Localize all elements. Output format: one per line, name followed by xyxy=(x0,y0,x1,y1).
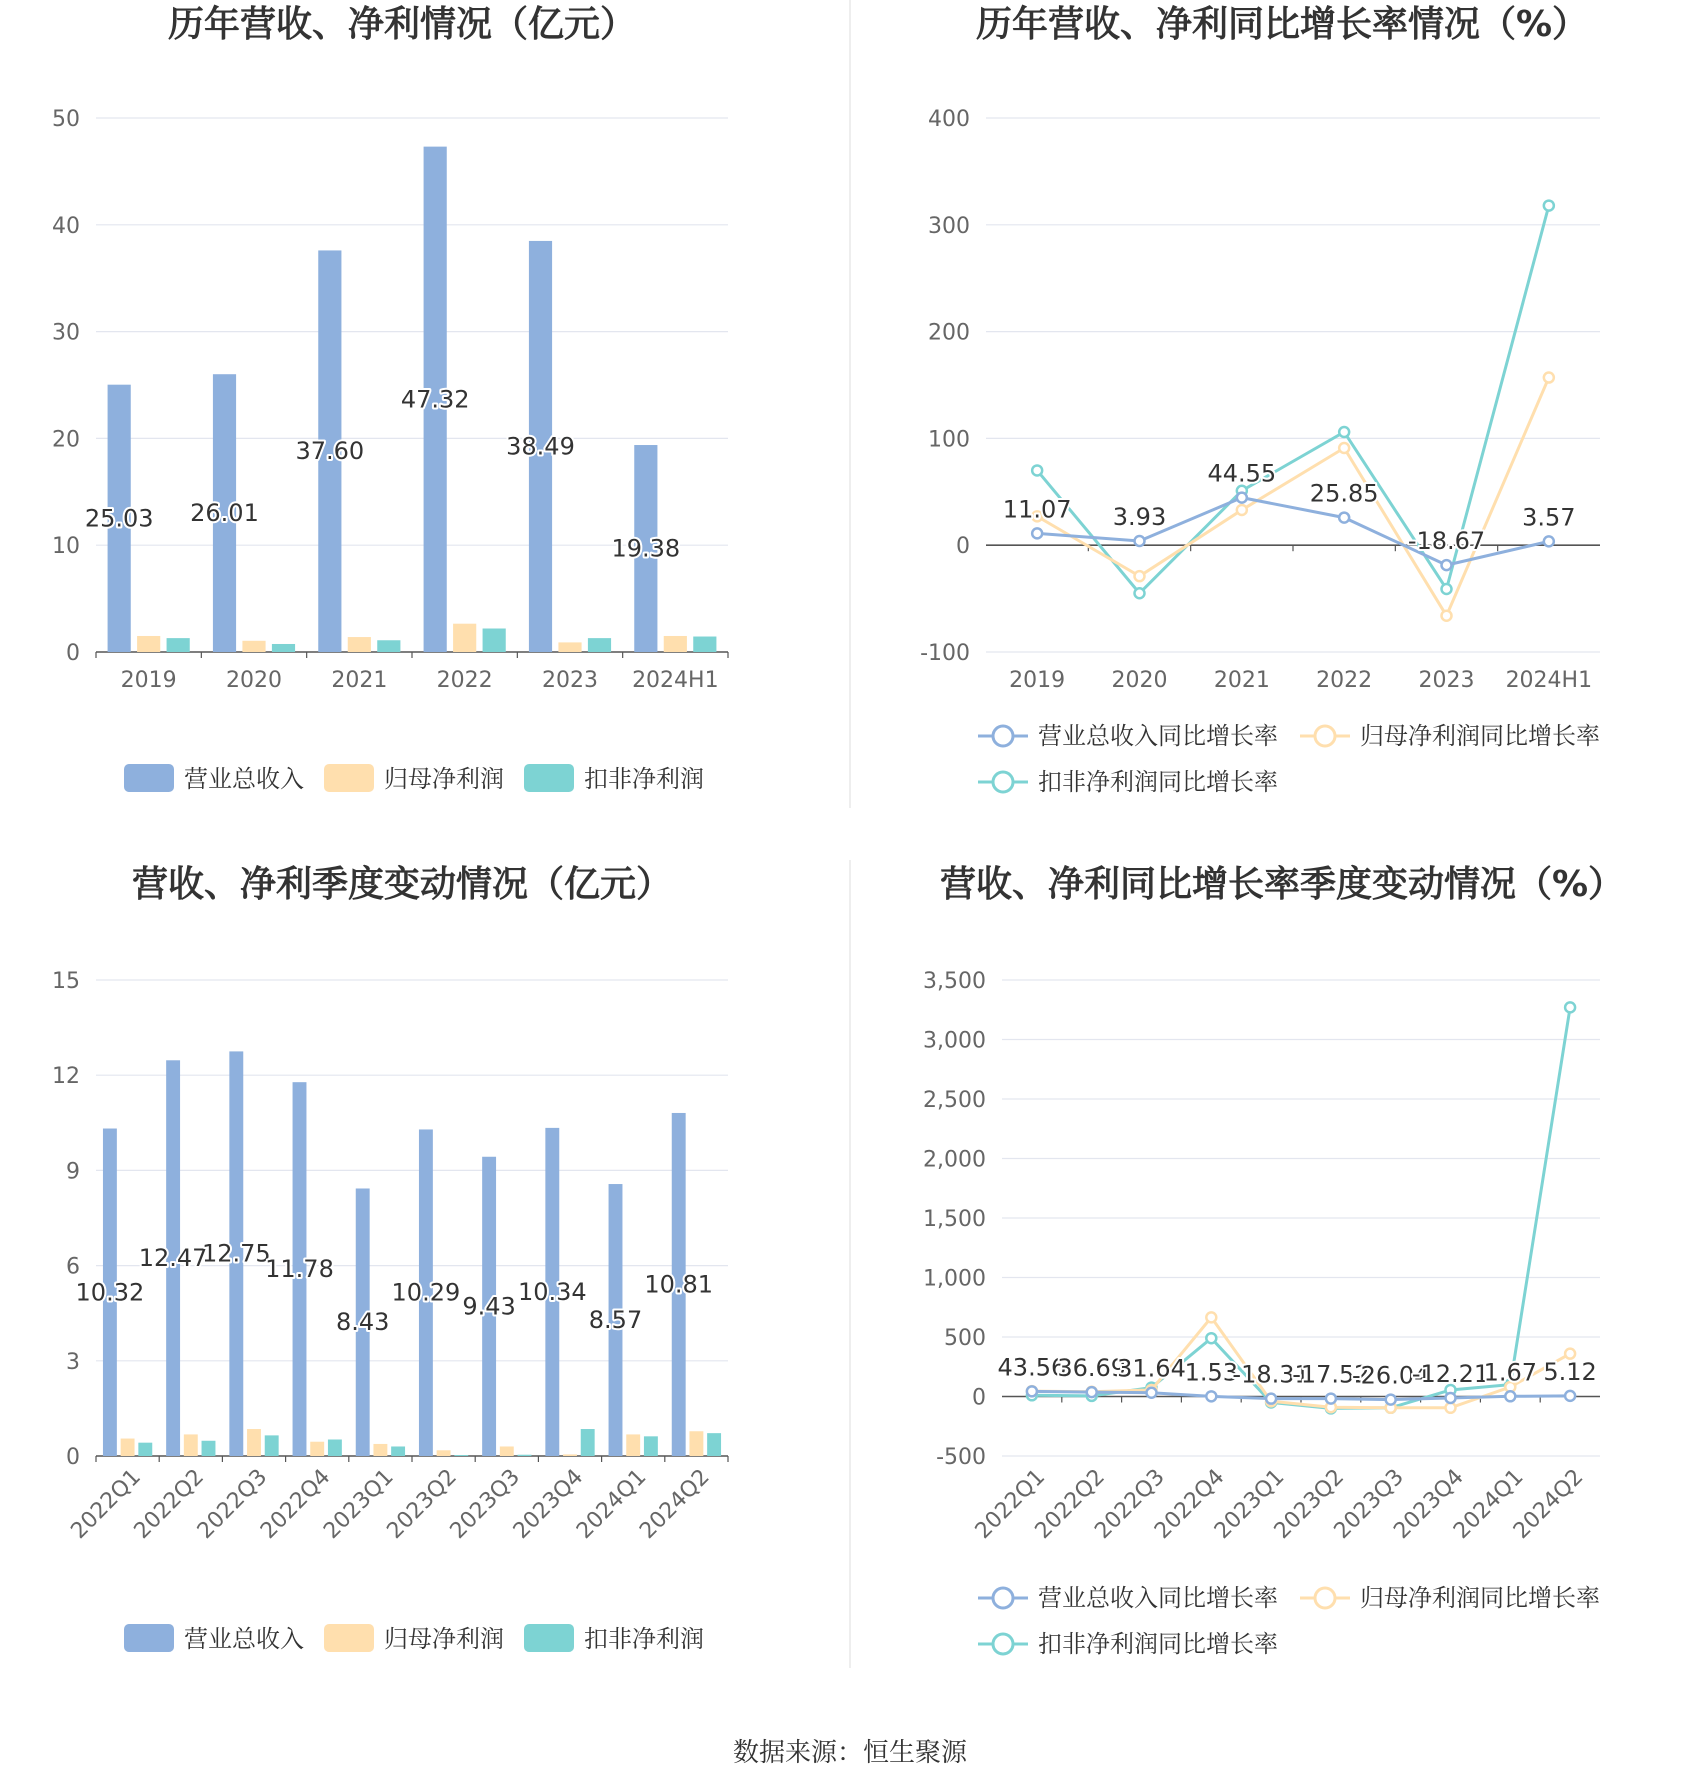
y-tick-label: 30 xyxy=(52,320,80,346)
point-营业总收入同比增长率 xyxy=(1505,1391,1515,1401)
bar-data-label: 12.47 xyxy=(138,1244,208,1273)
x-tick-label: 2024H1 xyxy=(632,668,719,693)
y-tick-label: -100 xyxy=(920,641,970,666)
x-tick-label: 2022Q1 xyxy=(970,1464,1051,1544)
x-tick-label: 2022Q1 xyxy=(66,1464,146,1544)
point-扣非净利润同比增长率 xyxy=(1032,465,1042,475)
legend-item xyxy=(978,722,1278,750)
bar-data-label: 11.78 xyxy=(265,1255,334,1284)
x-tick-label: 2020 xyxy=(1111,668,1168,693)
bar-扣非净利润 xyxy=(391,1446,405,1456)
point-扣非净利润同比增长率 xyxy=(1565,1002,1575,1012)
legend-label: 归母净利润 xyxy=(384,765,504,793)
x-tick-label: 2023Q1 xyxy=(1209,1464,1290,1544)
bar-扣非净利润 xyxy=(138,1443,152,1456)
point-归母净利润同比增长率 xyxy=(1237,505,1247,515)
bar-扣非净利润 xyxy=(518,1455,532,1456)
point-营业总收入同比增长率 xyxy=(1147,1388,1157,1398)
legend-marker xyxy=(993,726,1013,746)
y-tick-label: 20 xyxy=(52,427,80,453)
point-归母净利润同比增长率 xyxy=(1135,571,1145,581)
y-tick-label: 2,000 xyxy=(923,1147,986,1173)
point-营业总收入同比增长率 xyxy=(1446,1393,1456,1403)
x-tick-label: 2022 xyxy=(1316,668,1373,693)
bar-扣非净利润 xyxy=(167,638,190,652)
bar-扣非净利润 xyxy=(202,1441,216,1456)
y-tick-label: 6 xyxy=(66,1254,80,1280)
point-营业总收入同比增长率 xyxy=(1442,560,1452,570)
legend-marker xyxy=(993,1588,1013,1608)
bar-data-label: 9.43 xyxy=(462,1292,516,1321)
bar-data-label: 37.60 xyxy=(295,437,365,466)
x-tick-label: 2022Q3 xyxy=(192,1464,273,1544)
legend-swatch xyxy=(324,1624,374,1652)
bar-归母净利润 xyxy=(664,636,687,652)
point-归母净利润同比增长率 xyxy=(1442,611,1452,621)
x-tick-label: 2023Q2 xyxy=(1269,1464,1350,1544)
y-tick-label: 500 xyxy=(944,1326,986,1351)
legend-swatch xyxy=(524,764,574,792)
x-tick-label: 2022Q3 xyxy=(1090,1464,1170,1544)
bar-归母净利润 xyxy=(500,1446,514,1456)
point-营业总收入同比增长率 xyxy=(1087,1387,1097,1397)
y-tick-label: 0 xyxy=(66,641,80,666)
point-归母净利润同比增长率 xyxy=(1339,443,1349,453)
y-tick-label: 3,500 xyxy=(923,969,986,994)
y-tick-label: 10 xyxy=(52,534,80,560)
point-扣非净利润同比增长率 xyxy=(1339,427,1349,437)
legend-label: 扣非净利润同比增长率 xyxy=(1038,768,1278,796)
legend-item xyxy=(524,1624,704,1653)
bar-扣非净利润 xyxy=(328,1439,342,1456)
x-tick-label: 2024H1 xyxy=(1505,668,1593,693)
bar-data-label: 10.32 xyxy=(75,1278,145,1307)
bar-归母净利润 xyxy=(348,637,371,652)
x-tick-label: 2023 xyxy=(1418,668,1475,693)
y-tick-label: 1,000 xyxy=(923,1266,986,1292)
point-营业总收入同比增长率 xyxy=(1032,528,1042,538)
x-tick-label: 2023Q4 xyxy=(508,1464,589,1544)
x-tick-label: 2020 xyxy=(226,668,282,693)
bar-扣非净利润 xyxy=(644,1436,658,1456)
bar-data-label: 12.75 xyxy=(201,1239,271,1268)
point-data-label: -12.21 xyxy=(1411,1359,1490,1388)
bar-data-label: 38.49 xyxy=(506,432,575,461)
y-tick-label: 3 xyxy=(66,1349,80,1375)
point-data-label: 3.57 xyxy=(1522,503,1576,532)
legend-label: 营业总收入同比增长率 xyxy=(1038,722,1278,750)
bar-归母净利润 xyxy=(689,1431,703,1456)
point-营业总收入同比增长率 xyxy=(1266,1394,1276,1404)
legend-item xyxy=(1300,1584,1600,1612)
point-营业总收入同比增长率 xyxy=(1237,493,1247,503)
chart-panel-2 xyxy=(920,3,1600,796)
legend-swatch xyxy=(124,764,174,792)
point-data-label: 25.85 xyxy=(1309,479,1379,508)
x-tick-label: 2019 xyxy=(120,668,177,693)
legend-marker xyxy=(1315,1588,1335,1608)
point-扣非净利润同比增长率 xyxy=(1206,1333,1216,1343)
legend-label: 归母净利润同比增长率 xyxy=(1360,1584,1600,1612)
bar-扣非净利润 xyxy=(377,640,400,652)
bar-data-label: 19.38 xyxy=(611,534,681,563)
bar-归母净利润 xyxy=(137,636,160,652)
x-tick-label: 2024Q2 xyxy=(1508,1464,1589,1544)
chart-panel-3 xyxy=(52,863,728,1653)
legend-item xyxy=(978,768,1278,796)
legend-item xyxy=(524,764,704,793)
x-tick-label: 2022Q4 xyxy=(256,1464,336,1544)
legend-swatch xyxy=(524,1624,574,1652)
legend-item xyxy=(324,764,504,793)
y-tick-label: 2,500 xyxy=(923,1088,986,1113)
legend-marker xyxy=(993,1634,1013,1654)
point-营业总收入同比增长率 xyxy=(1386,1395,1396,1405)
point-data-label: 5.12 xyxy=(1543,1357,1597,1386)
point-营业总收入同比增长率 xyxy=(1206,1391,1216,1401)
y-tick-label: 200 xyxy=(928,320,970,346)
line-扣非净利润同比增长率 xyxy=(1032,1007,1570,1408)
chart-title: 营收、净利季度变动情况（亿元） xyxy=(131,864,673,905)
point-data-label: 1.67 xyxy=(1483,1358,1538,1387)
bar-data-label: 10.34 xyxy=(517,1277,587,1306)
chart-panel-4 xyxy=(923,863,1624,1658)
bar-扣非净利润 xyxy=(483,629,506,652)
point-data-label: 11.07 xyxy=(1002,495,1072,524)
line-营业总收入同比增长率 xyxy=(1032,1391,1570,1399)
legend-marker xyxy=(993,772,1013,792)
point-扣非净利润同比增长率 xyxy=(1544,201,1554,211)
x-tick-label: 2023Q2 xyxy=(382,1464,462,1544)
bar-归母净利润 xyxy=(563,1454,577,1456)
bar-data-label: 25.03 xyxy=(84,504,154,533)
point-归母净利润同比增长率 xyxy=(1544,373,1554,383)
x-tick-label: 2023Q3 xyxy=(1329,1464,1409,1544)
bar-data-label: 8.43 xyxy=(335,1308,390,1337)
point-营业总收入同比增长率 xyxy=(1135,536,1145,546)
legend-item xyxy=(978,1630,1278,1658)
bar-归母净利润 xyxy=(121,1439,135,1456)
y-tick-label: 0 xyxy=(972,1385,986,1411)
x-tick-label: 2022Q2 xyxy=(1030,1464,1110,1544)
point-扣非净利润同比增长率 xyxy=(1135,588,1145,598)
bar-扣非净利润 xyxy=(693,637,716,652)
legend-label: 归母净利润同比增长率 xyxy=(1360,722,1600,750)
point-营业总收入同比增长率 xyxy=(1339,513,1349,523)
y-tick-label: 9 xyxy=(66,1159,80,1185)
point-data-label: 36.69 xyxy=(1057,1354,1127,1383)
bar-归母净利润 xyxy=(558,642,581,652)
y-tick-label: 50 xyxy=(52,107,80,132)
chart-title: 历年营收、净利同比增长率情况（%） xyxy=(975,4,1589,45)
point-data-label: -26.04 xyxy=(1352,1361,1430,1390)
bar-归母净利润 xyxy=(626,1434,640,1456)
legend-label: 扣非净利润 xyxy=(584,765,704,793)
legend-label: 归母净利润 xyxy=(384,1625,504,1653)
bar-扣非净利润 xyxy=(265,1435,279,1456)
bar-扣非净利润 xyxy=(707,1433,721,1456)
data-source-note: 数据来源：恒生聚源 xyxy=(732,1738,967,1768)
bar-归母净利润 xyxy=(310,1442,324,1456)
y-tick-label: 3,000 xyxy=(923,1028,986,1054)
bar-扣非净利润 xyxy=(454,1455,468,1456)
legend-swatch xyxy=(324,764,374,792)
legend-swatch xyxy=(124,1624,174,1652)
point-data-label: 31.64 xyxy=(1117,1354,1186,1383)
bar-归母净利润 xyxy=(184,1434,198,1456)
x-tick-label: 2021 xyxy=(1213,668,1270,693)
legend-item xyxy=(124,764,304,793)
chart-title: 营收、净利同比增长率季度变动情况（%） xyxy=(939,864,1625,905)
point-data-label: -18.31 xyxy=(1232,1360,1310,1389)
y-tick-label: 400 xyxy=(928,107,970,132)
bar-data-label: 47.32 xyxy=(400,385,470,414)
y-tick-label: 0 xyxy=(66,1445,80,1470)
legend-marker xyxy=(1315,726,1335,746)
y-tick-label: 40 xyxy=(52,213,80,239)
bar-data-label: 10.29 xyxy=(391,1278,461,1307)
x-tick-label: 2023Q4 xyxy=(1389,1464,1469,1544)
legend-label: 营业总收入同比增长率 xyxy=(1038,1584,1278,1612)
point-data-label: 43.56 xyxy=(997,1353,1067,1382)
bar-扣非净利润 xyxy=(588,638,611,652)
y-tick-label: 300 xyxy=(928,213,970,239)
x-tick-label: 2022Q4 xyxy=(1150,1464,1230,1544)
y-tick-label: -500 xyxy=(936,1445,986,1470)
y-tick-label: 1,500 xyxy=(923,1207,986,1232)
point-data-label: 44.55 xyxy=(1207,459,1277,488)
legend-label: 扣非净利润同比增长率 xyxy=(1038,1630,1278,1658)
chart-title: 历年营收、净利情况（亿元） xyxy=(167,4,637,45)
bar-扣非净利润 xyxy=(581,1429,595,1456)
bar-归母净利润 xyxy=(242,641,265,652)
bar-归母净利润 xyxy=(437,1450,451,1456)
point-营业总收入同比增长率 xyxy=(1544,536,1554,546)
point-data-label: 3.93 xyxy=(1112,503,1167,532)
bar-扣非净利润 xyxy=(272,644,295,652)
x-tick-label: 2024Q1 xyxy=(572,1464,652,1544)
x-tick-label: 2022 xyxy=(436,668,493,693)
legend-label: 营业总收入 xyxy=(184,765,304,793)
chart-panel-1 xyxy=(52,3,728,793)
bar-归母净利润 xyxy=(247,1429,261,1456)
x-tick-label: 2024Q2 xyxy=(635,1464,715,1544)
y-tick-label: 12 xyxy=(52,1064,80,1090)
x-tick-label: 2024Q1 xyxy=(1449,1464,1529,1544)
bar-data-label: 10.81 xyxy=(644,1270,714,1299)
x-tick-label: 2019 xyxy=(1009,668,1066,693)
legend-item xyxy=(978,1584,1278,1612)
point-data-label: -18.67 xyxy=(1407,527,1486,556)
point-归母净利润同比增长率 xyxy=(1446,1403,1456,1413)
legend-item xyxy=(324,1624,504,1653)
point-data-label: 1.53 xyxy=(1184,1358,1239,1387)
bar-归母净利润 xyxy=(453,624,476,652)
bar-data-label: 8.57 xyxy=(588,1306,643,1335)
point-营业总收入同比增长率 xyxy=(1326,1394,1336,1404)
x-tick-label: 2023Q1 xyxy=(319,1464,399,1544)
legend-item xyxy=(124,1624,304,1653)
point-归母净利润同比增长率 xyxy=(1206,1312,1216,1322)
legend-item xyxy=(1300,722,1600,750)
point-data-label: -17.52 xyxy=(1292,1360,1370,1389)
point-营业总收入同比增长率 xyxy=(1565,1391,1575,1401)
legend-label: 营业总收入 xyxy=(184,1625,304,1653)
point-营业总收入同比增长率 xyxy=(1027,1386,1037,1396)
point-扣非净利润同比增长率 xyxy=(1442,584,1452,594)
legend-label: 扣非净利润 xyxy=(584,1625,704,1653)
y-tick-label: 15 xyxy=(52,969,80,994)
x-tick-label: 2021 xyxy=(331,668,388,693)
x-tick-label: 2022Q2 xyxy=(129,1464,210,1544)
y-tick-label: 0 xyxy=(956,534,970,560)
x-tick-label: 2023 xyxy=(542,668,598,693)
bar-归母净利润 xyxy=(373,1444,387,1456)
x-tick-label: 2023Q3 xyxy=(445,1464,526,1544)
y-tick-label: 100 xyxy=(928,427,970,453)
bar-data-label: 26.01 xyxy=(190,499,259,528)
